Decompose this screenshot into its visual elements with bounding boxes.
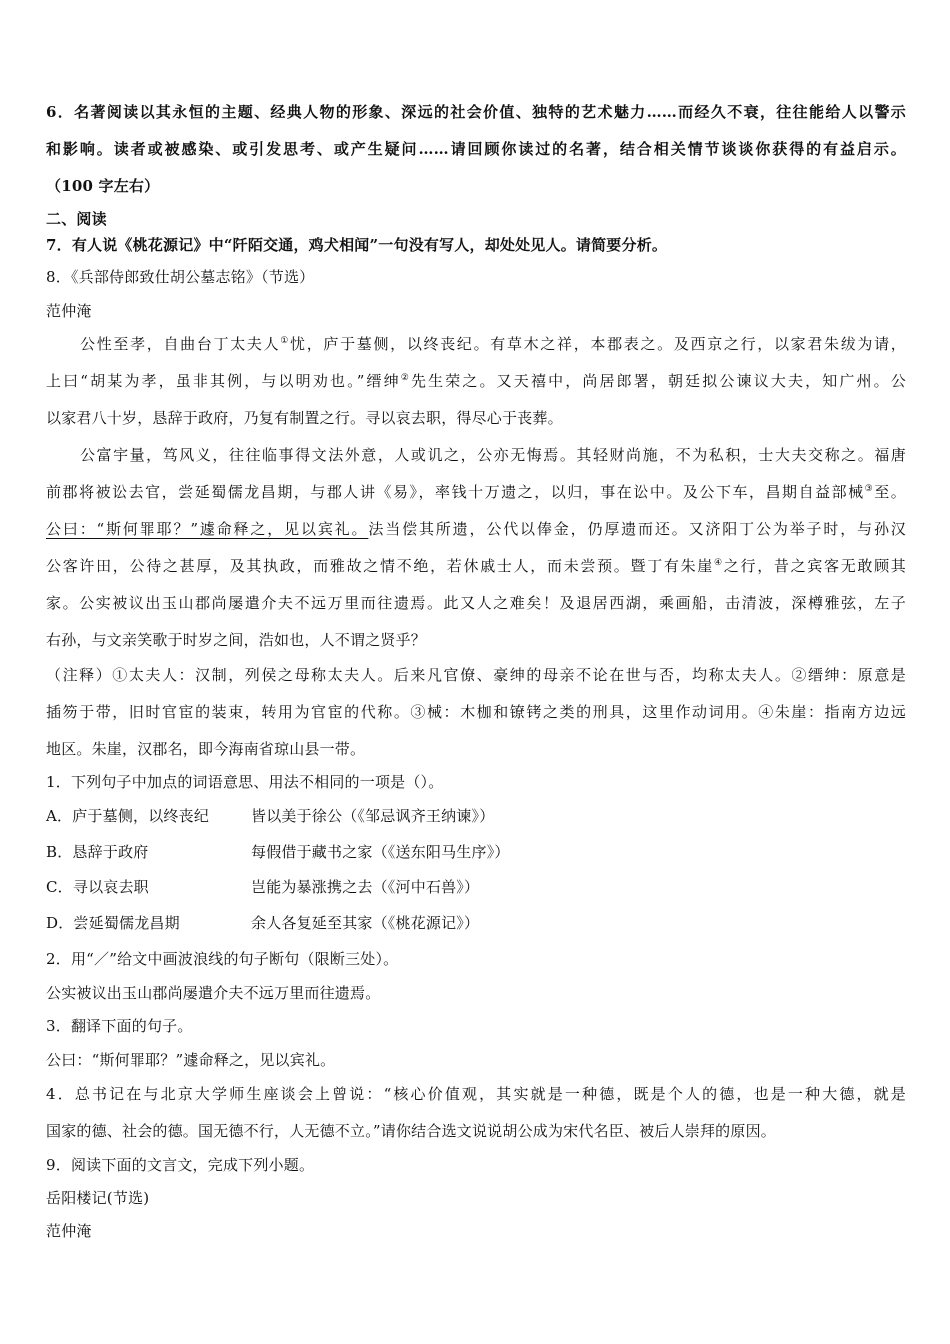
- q7-text: 7．有人说《桃花源记》中“阡陌交通，鸡犬相闻”一句没有写人，却处处见人。请简要分析。: [46, 236, 668, 254]
- q8-title: 8．《兵部侍郎致仕胡公墓志铭》（节选）: [46, 268, 315, 286]
- q6-line-2: 和影响。读者或被感染、或引发思考、或产生疑问……请回顾你读过的名著，结合相关情节谈谈你获得的有益启示。: [46, 140, 906, 158]
- passage-p2-line-4: [46, 555, 906, 577]
- text-segment: 之行，昔之宾客无敢顾其: [723, 557, 906, 575]
- sub-question-1: 1．下列句子中加点的词语意思、用法不相同的一项是（）。: [46, 773, 444, 791]
- passage-p1-line-3: 以家君八十岁，恳辞于政府，乃复有制置之行。寻以哀去职，得尽心于丧葬。: [46, 409, 563, 427]
- text-segment: 忧，庐于墓侧，以终丧纪。有草木之祥，本郡表之。及西京之行，以家君朱绂为请，: [290, 335, 906, 353]
- footnote-3-marker: ③: [864, 484, 875, 494]
- q9-stem: 9．阅读下面的文言文，完成下列小题。: [46, 1156, 315, 1174]
- text-segment: 先生荣之。又天禧中，尚居郎署，朝廷拟公谏议大夫，知广州。公: [411, 372, 906, 390]
- option-c: [46, 876, 906, 898]
- option-a-right: 皆以美于徐公（《邹忌讽齐王纳谏》）: [251, 807, 495, 825]
- passage-p2-line-1: 公富宇量，笃风义，往往临事得文法外意，人或讥之，公亦无悔焉。其轻财尚施，不为私积，士大夫交称之。福唐: [80, 446, 906, 464]
- footnote-4-marker: ④: [714, 558, 724, 568]
- footnote-2-marker: ②: [400, 373, 411, 383]
- option-b-right: 每假借于藏书之家（《送东阳马生序》）: [251, 843, 510, 861]
- passage-p2-line-3: [46, 518, 906, 540]
- text-segment: 上曰“胡某为孝，虽非其例，与以明劝也。”缙绅: [46, 372, 401, 390]
- sub-question-4-line-1: 4．总书记在与北京大学师生座谈会上曾说：“核心价值观，其实就是一种德，既是个人的德，也是一种大德，就是: [46, 1085, 906, 1103]
- passage-p1-line-2: [46, 370, 906, 392]
- sub-question-4-line-2: 国家的德、社会的德。国无德不行，人无德不立。”请你结合选文说说胡公成为宋代名臣、被后人崇拜的原因。: [46, 1122, 776, 1140]
- q9-author: 范仲淹: [46, 1222, 92, 1240]
- option-d-left: D．尝延蜀儒龙昌期: [46, 914, 180, 932]
- q6-line-3: （100 字左右）: [46, 177, 160, 195]
- sub-question-3-text: 公曰：“斯何罪耶？”遽命释之，见以宾礼。: [46, 1051, 336, 1069]
- footnote-1-marker: ①: [280, 336, 291, 346]
- passage-p2-line-6: 右孙，与文亲笑歌于时岁之间，浩如也，人不谓之贤乎？: [46, 631, 427, 649]
- option-a: [46, 805, 906, 827]
- sub-question-2: 2．用“／”给文中画波浪线的句子断句（限断三处）。: [46, 950, 399, 968]
- q6-line-1: 6．名著阅读以其永恒的主题、经典人物的形象、深远的社会价值、独特的艺术魅力……而经久不衰，往往能给人以警示: [46, 103, 906, 121]
- option-b-left: B．恳辞于政府: [46, 843, 149, 861]
- text-segment: 法当偿其所遗，公代以俸金，仍厚遗而还。又济阳丁公为举子时，与孙汉: [368, 520, 907, 538]
- passage-p2-line-5: 家。公实被议出玉山郡尚屡遣介夫不远万里而往遗焉。此又人之难矣！及退居西湖，乘画船，击清波，深樽雅弦，左子: [46, 594, 906, 612]
- option-a-left: A．庐于墓侧，以终丧纪: [46, 807, 210, 825]
- option-d-right: 余人各复延至其家（《桃花源记》）: [251, 914, 480, 932]
- text-segment: 至。: [874, 483, 906, 501]
- option-c-left: C．寻以哀去职: [46, 878, 149, 896]
- sub-question-3: 3．翻译下面的句子。: [46, 1017, 193, 1035]
- notes-line-3: 地区。朱崖，汉郡名，即今海南省琼山县一带。: [46, 740, 366, 758]
- section-2-title: 二、阅读: [46, 210, 107, 228]
- option-d: [46, 912, 906, 934]
- passage-p2-line-2: [46, 481, 906, 503]
- q8-author: 范仲淹: [46, 302, 92, 320]
- sub-question-2-text: 公实被议出玉山郡尚屡遣介夫不远万里而往遗焉。: [46, 984, 381, 1002]
- text-segment: 公客许田，公待之甚厚，及其执政，而雅故之情不绝，若休戚士人，而未尝预。暨丁有朱崖: [46, 557, 715, 575]
- underlined-sentence: 公曰：“斯何罪耶？”遽命释之，见以宾礼。: [46, 520, 369, 538]
- option-c-right: 岂能为暴涨携之去（《河中石兽》）: [251, 878, 480, 896]
- text-segment: 公性至孝，自曲台丁太夫人: [80, 335, 281, 353]
- notes-line-1: （注释）①太夫人：汉制，列侯之母称太夫人。后来凡官僚、豪绅的母亲不论在世与否，均称太夫人。②缙绅：原意是: [46, 666, 906, 684]
- passage-p1-line-1: [80, 333, 906, 355]
- option-b: [46, 841, 906, 863]
- text-segment: 前郡将被讼去官，尝延蜀儒龙昌期，与郡人讲《易》，率钱十万遗之，以归，事在讼中。及公下车，昌期自益部械: [46, 483, 865, 501]
- notes-line-2: 插笏于带，旧时官宦的装束，转用为官宦的代称。③械：木枷和镣铐之类的刑具，这里作动词用。④朱崖：指南方边远: [46, 703, 906, 721]
- q9-title: 岳阳楼记(节选): [46, 1189, 150, 1207]
